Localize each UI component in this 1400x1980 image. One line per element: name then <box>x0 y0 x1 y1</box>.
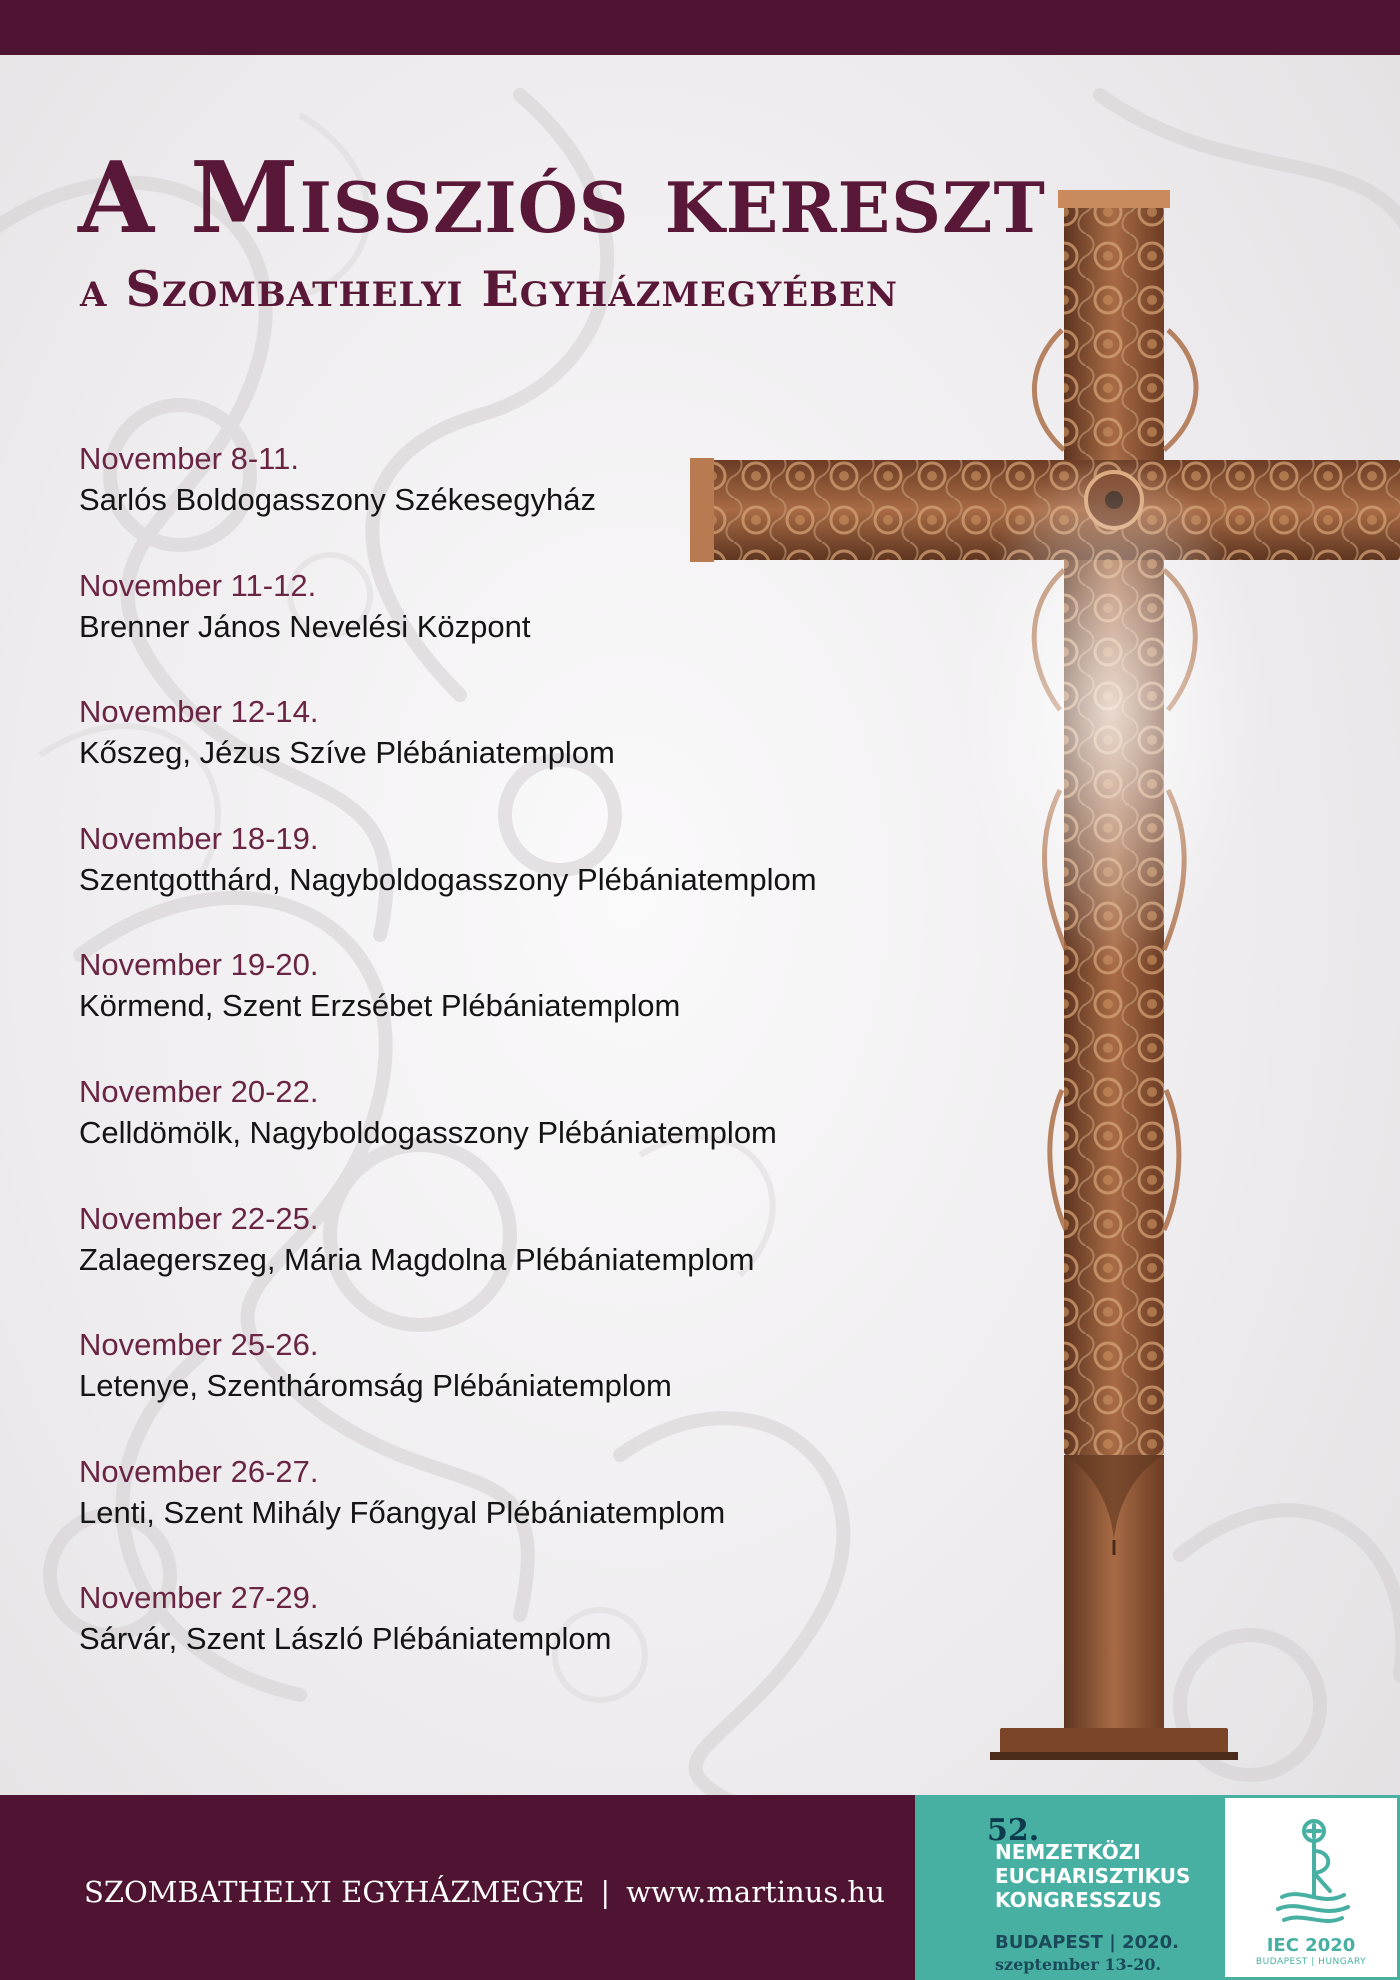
event-place: Körmend, Szent Erzsébet Plébániatemplom <box>79 988 681 1024</box>
congress-box <box>915 1795 1222 1980</box>
footer-text <box>84 1875 885 1909</box>
event-date: November 27-29. <box>79 1580 319 1616</box>
event-date: November 18-19. <box>79 820 319 856</box>
footer-org: SZOMBATHELYI EGYHÁZMEGYE <box>84 1875 585 1909</box>
event-place: Lenti, Szent Mihály Főangyal Plébániatemplom <box>79 1494 726 1530</box>
event-date: November 8-11. <box>79 441 299 476</box>
poster-title: A Missziós kereszt <box>78 141 1046 256</box>
poster-subtitle: a Szombathelyi Egyházmegyében <box>80 260 898 318</box>
iec-logo-box <box>1222 1795 1400 1980</box>
event-date: November 19-20. <box>79 947 319 983</box>
event-place: Sárvár, Szent László Plébániatemplom <box>79 1621 612 1657</box>
top-band <box>0 0 1400 55</box>
congress-line-3: KONGRESSZUS <box>995 1888 1162 1912</box>
event-date: November 11-12. <box>79 567 317 603</box>
event-place: Zalaegerszeg, Mária Magdolna Plébániatemplom <box>79 1241 755 1277</box>
event-place: Sarlós Boldogasszony Székesegyház <box>79 482 596 517</box>
event-date: November 12-14. <box>79 694 319 730</box>
footer-separator: | <box>600 1875 611 1909</box>
iec-logo-name: IEC 2020 <box>1266 1935 1356 1956</box>
congress-number: 52. <box>987 1813 1040 1848</box>
footer-url[interactable]: www.martinus.hu <box>626 1875 885 1909</box>
event-place: Letenye, Szentháromság Plébániatemplom <box>79 1368 672 1404</box>
event-date: November 26-27. <box>79 1453 319 1489</box>
event-place: Celldömölk, Nagyboldogasszony Plébániatemplom <box>79 1114 777 1150</box>
event-place: Szentgotthárd, Nagyboldogasszony Plébániatemplom <box>79 861 817 897</box>
mission-cross-image <box>690 190 1400 1760</box>
congress-dates: szeptember 13-20. <box>995 1955 1162 1974</box>
congress-line-2: EUCHARISZTIKUS <box>995 1864 1191 1888</box>
congress-city-year: BUDAPEST | 2020. <box>995 1932 1179 1953</box>
event-place: Brenner János Nevelési Központ <box>79 608 531 644</box>
congress-line-1: NEMZETKÖZI <box>995 1840 1141 1864</box>
event-date: November 25-26. <box>79 1327 319 1363</box>
event-date: November 20-22. <box>79 1073 319 1109</box>
event-place: Kőszeg, Jézus Szíve Plébániatemplom <box>79 735 615 771</box>
iec-cross-logo-icon <box>1262 1817 1362 1927</box>
iec-logo-sub: BUDAPEST | HUNGARY <box>1255 1957 1367 1967</box>
event-date: November 22-25. <box>79 1200 319 1236</box>
